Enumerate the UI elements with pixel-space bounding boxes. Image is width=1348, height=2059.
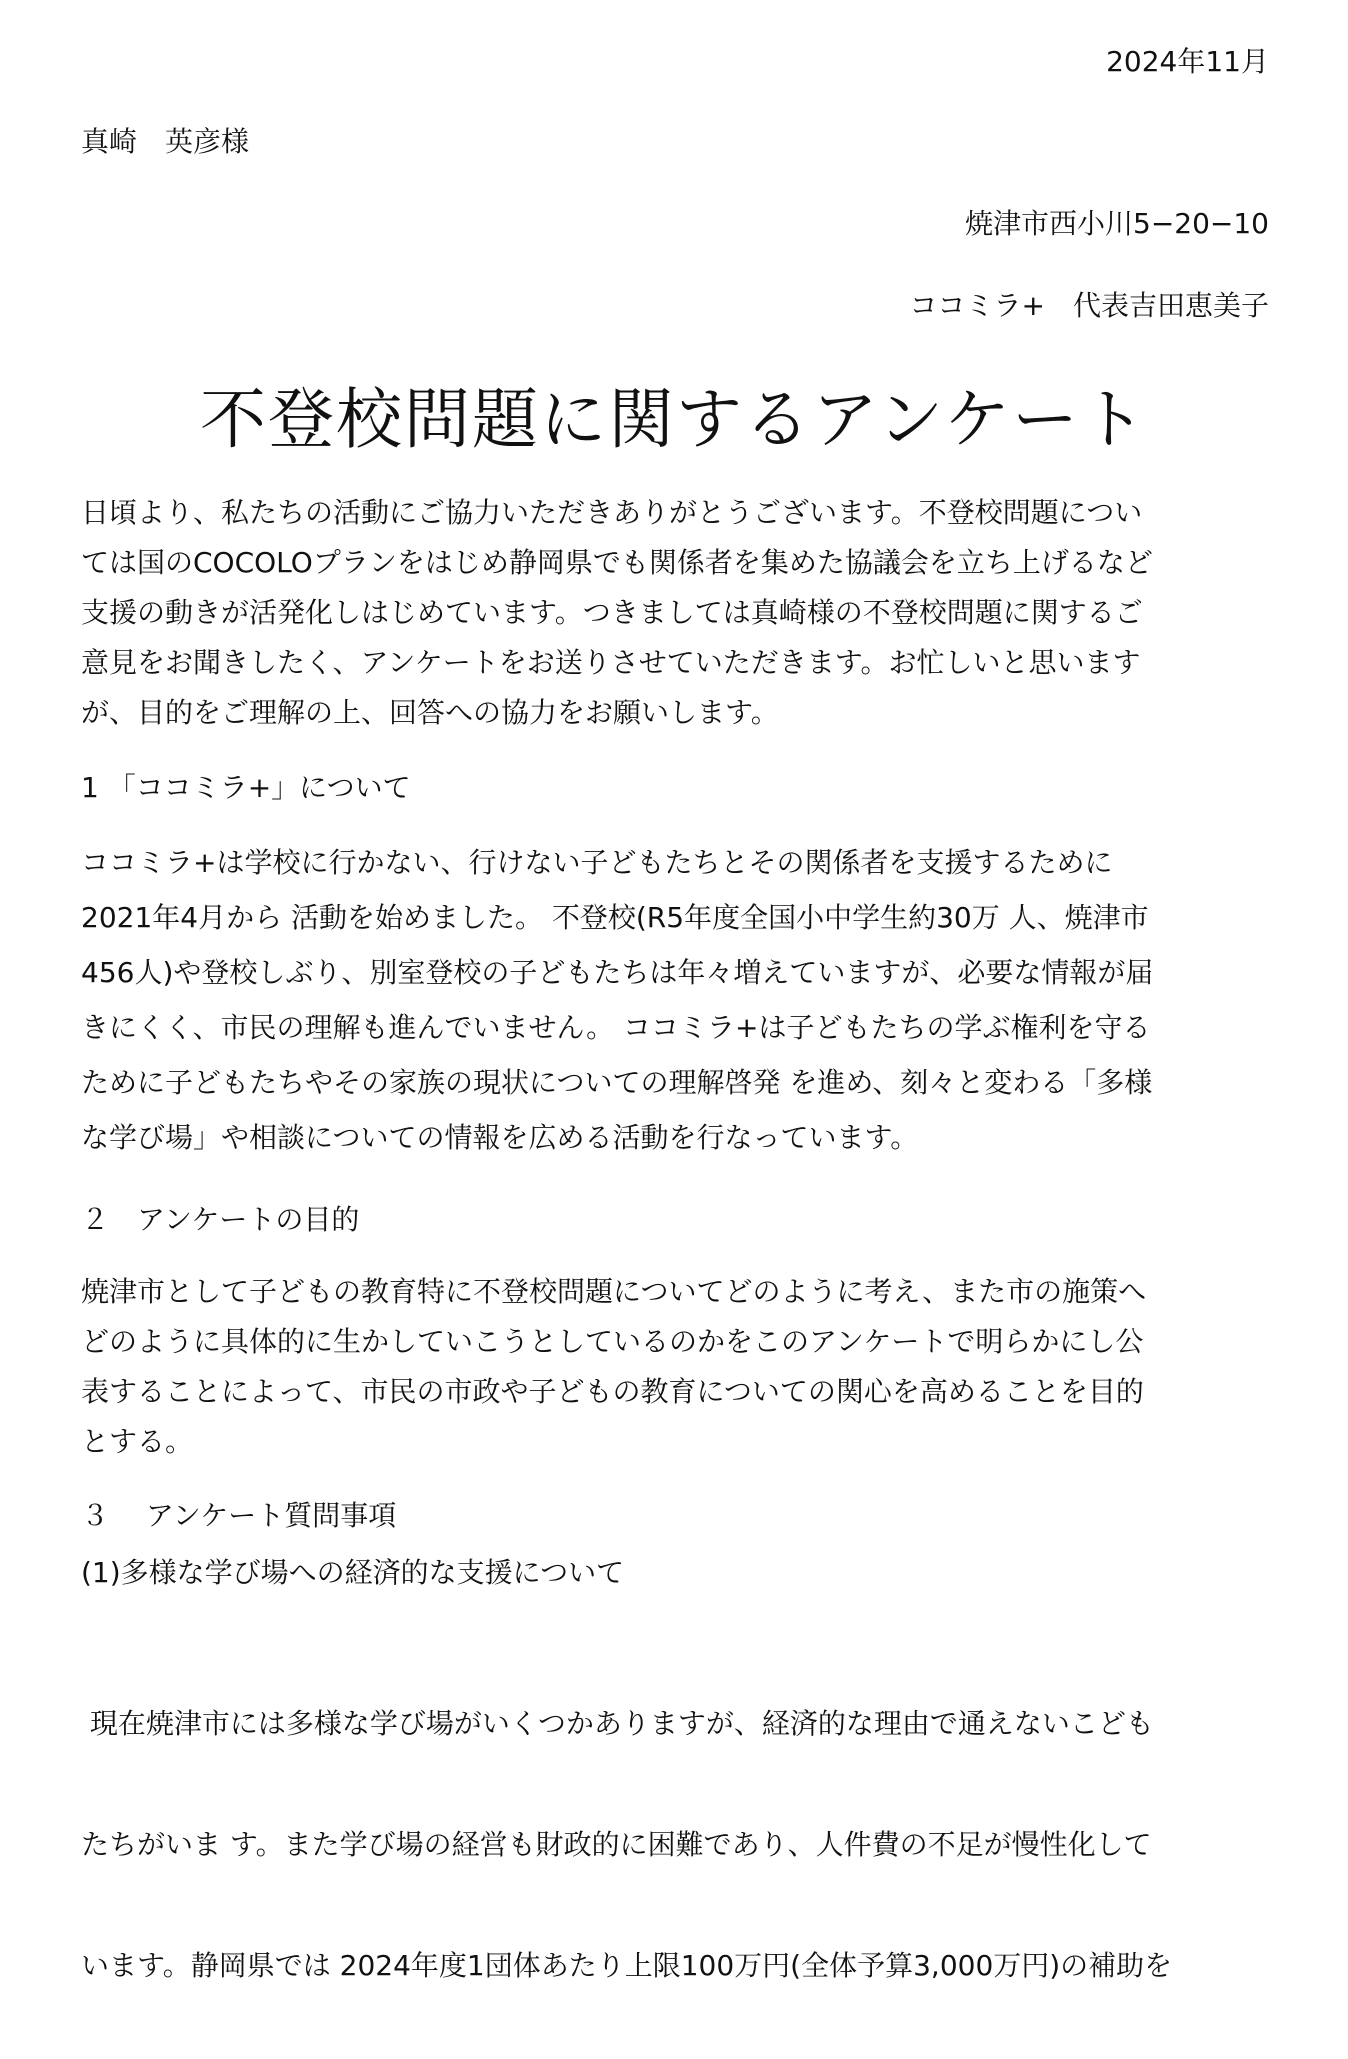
section1-paragraph [81,835,1276,1165]
section3-line: います。静岡県では 2024年度1団体あたり上限100万円(全体予算3,000万円)の補助を [81,1949,1173,1982]
section2-line: とする。 [81,1425,194,1458]
section2-line: どのように具体的に生かしていこうとしているのかをこのアンケートで明らかにし公 [81,1325,1144,1358]
sender-address: 焼津市西小川5−20−10 [965,207,1269,240]
intro-paragraph [81,488,1276,738]
recipient-name: 真崎 英彦様 [81,125,250,158]
sender-name: ココミラ+ 代表吉田恵美子 [909,289,1269,322]
document-title: 不登校問題に関するアンケート [199,381,1149,458]
section2-heading: ２ アンケートの目的 [81,1203,360,1236]
section1-line: 2021年4月から 活動を始めました。 不登校(R5年度全国小中学生約30万 人、焼津市 [81,901,1149,934]
section1-line: きにくく、市民の理解も進んでいません。 ココミラ+は子どもたちの学ぶ権利を守る [81,1011,1151,1044]
section1-line: ココミラ+は学校に行かない、行けない子どもたちとその関係者を支援するために [81,846,1113,879]
intro-line: 意見をお聞きしたく、アンケートをお送りさせていただきます。お忙しいと思います [81,646,1141,679]
section3-line: たちがいま す。また学び場の経営も財政的に困難であり、人件費の不足が慢性化して [81,1828,1152,1861]
section3-heading: ３ アンケート質問事項 [81,1499,397,1532]
section1-line: 456人)や登校しぶり、別室登校の子どもたちは年々増えていますが、必要な情報が届 [81,956,1154,989]
section2-line: 表することによって、市民の市政や子どもの教育についての関心を高めることを目的 [81,1375,1144,1408]
section1-line: ために子どもたちやその家族の現状についての理解啓発 を進め、刻々と変わる「多様 [81,1066,1153,1099]
section3-paragraph [81,1630,1276,2059]
intro-line: ては国のCOCOLOプランをはじめ静岡県でも関係者を集めた協議会を立ち上げるなど [81,546,1153,579]
intro-line: 日頃より、私たちの活動にご協力いただきありがとうございます。不登校問題につい [81,496,1143,529]
section2-paragraph [81,1267,1276,1467]
section1-line: な学び場」や相談についての情報を広める活動を行なっています。 [81,1121,919,1154]
document-date: 2024年11月 [1106,45,1269,78]
section3-line: 現在焼津市には多様な学び場がいくつかありますが、経済的な理由で通えないこども [81,1707,1154,1740]
intro-line: が、目的をご理解の上、回答への協力をお願いします。 [81,696,779,729]
section1-heading: 1 「ココミラ+」について [81,771,411,804]
section3-subheading: (1)多様な学び場への経済的な支援について [81,1556,625,1589]
section2-line: 焼津市として子どもの教育特に不登校問題についてどのように考え、また市の施策へ [81,1275,1147,1308]
intro-line: 支援の動きが活発化しはじめています。つきましては真崎様の不登校問題に関するご [81,596,1143,629]
